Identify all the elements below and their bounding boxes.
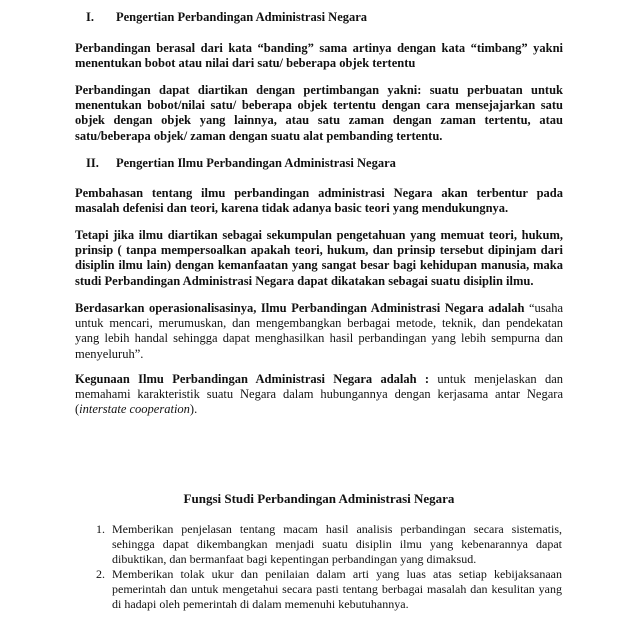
paragraph-3-rest: “usaha untuk mencari, merumuskan, dan mengembangkan berbagai metode, teknik, dan pendekatan yang lebih handal sehingga dapat menghasilkan hasil perbandingan yang lebih sempurna dan menyeluruh”. — [75, 301, 563, 361]
section-1-title: Pengertian Perbandingan Administrasi Negara — [116, 10, 368, 24]
paragraph-3-lead: Berdasarkan operasionalisasinya, Ilmu Perbandingan Administrasi Negara adalah — [75, 301, 525, 315]
list-item-text: Memberikan tolak ukur dan penilaian dalam arti yang luas atas setiap kebijaksanaan pemerintah dan untuk mengetahui secara pasti tentang berbagai masalah dan kesulitan yang di hadapi oleh pemerintah di dalam memenuhi kebutuhannya. — [112, 567, 562, 611]
section-2-paragraph-4 — [75, 372, 563, 418]
fungsi-list — [96, 522, 562, 612]
list-item — [96, 567, 562, 612]
list-item-number: 1. — [96, 522, 105, 536]
section-1-heading — [86, 10, 367, 25]
section-2-paragraph-1: Pembahasan tentang ilmu perbandingan administrasi Negara akan terbentur pada masalah defenisi dan teori, karena tidak adanya basic teori yang mendukungnya. — [75, 186, 563, 216]
section-2-title: Pengertian Ilmu Perbandingan Administrasi Negara — [116, 156, 396, 170]
section-2-number: II. — [86, 156, 99, 170]
fungsi-title: Fungsi Studi Perbandingan Administrasi Negara — [183, 491, 455, 506]
section-1-number: I. — [86, 10, 94, 24]
section-2-heading — [86, 156, 396, 171]
section-2-paragraph-3 — [75, 301, 563, 362]
section-2-paragraph-2: Tetapi jika ilmu diartikan sebagai sekumpulan pengetahuan yang memuat teori, hukum, prinsip ( tanpa mempersoalkan apakah teori, hukum, dan prinsip tersebut dipinjam dari disiplin ilmu lain) dengan kemanfaatan yang sangat besar bagi kehidupan manusia, maka studi Perbandingan Administrasi Negara dapat dikatakan sebagai suatu disiplin ilmu. — [75, 228, 563, 288]
paragraph-4-italic: interstate cooperation — [79, 402, 190, 417]
paragraph-4-lead: Kegunaan Ilmu Perbandingan Administrasi Negara adalah : — [75, 372, 430, 386]
paragraph-4-end: ). — [189, 402, 198, 417]
section-1-paragraph-1: Perbandingan berasal dari kata “banding” sama artinya dengan kata “timbang” yakni menentukan bobot atau nilai dari satu/ beberapa objek tertentu — [75, 41, 563, 71]
section-1-paragraph-2: Perbandingan dapat diartikan dengan pertimbangan yakni: suatu perbuatan untuk menentukan bobot/nilai satu/ beberapa objek tertentu dengan cara mensejajarkan satu objek dengan objek yang lainnya, atau satu zaman dengan zaman tertentu, atau satu/beberapa objek/ zaman dengan suatu alat pembanding tertentu. — [75, 83, 563, 143]
list-item-text: Memberikan penjelasan tentang macam hasil analisis perbandingan secara sistematis, sehingga dapat dikembangkan menjadi suatu disiplin ilmu yang kebenarannya dapat dibuktikan, dan bermanfaat bagi kepentingan perbandingan yang dimaksud. — [112, 522, 562, 566]
list-item-number: 2. — [96, 567, 105, 581]
paragraph-4-rest: untuk menjelaskan dan memahami karakteristik suatu Negara dalam hubungannya dengan kerjasama antar Negara ( — [75, 372, 564, 417]
list-item — [96, 522, 562, 567]
